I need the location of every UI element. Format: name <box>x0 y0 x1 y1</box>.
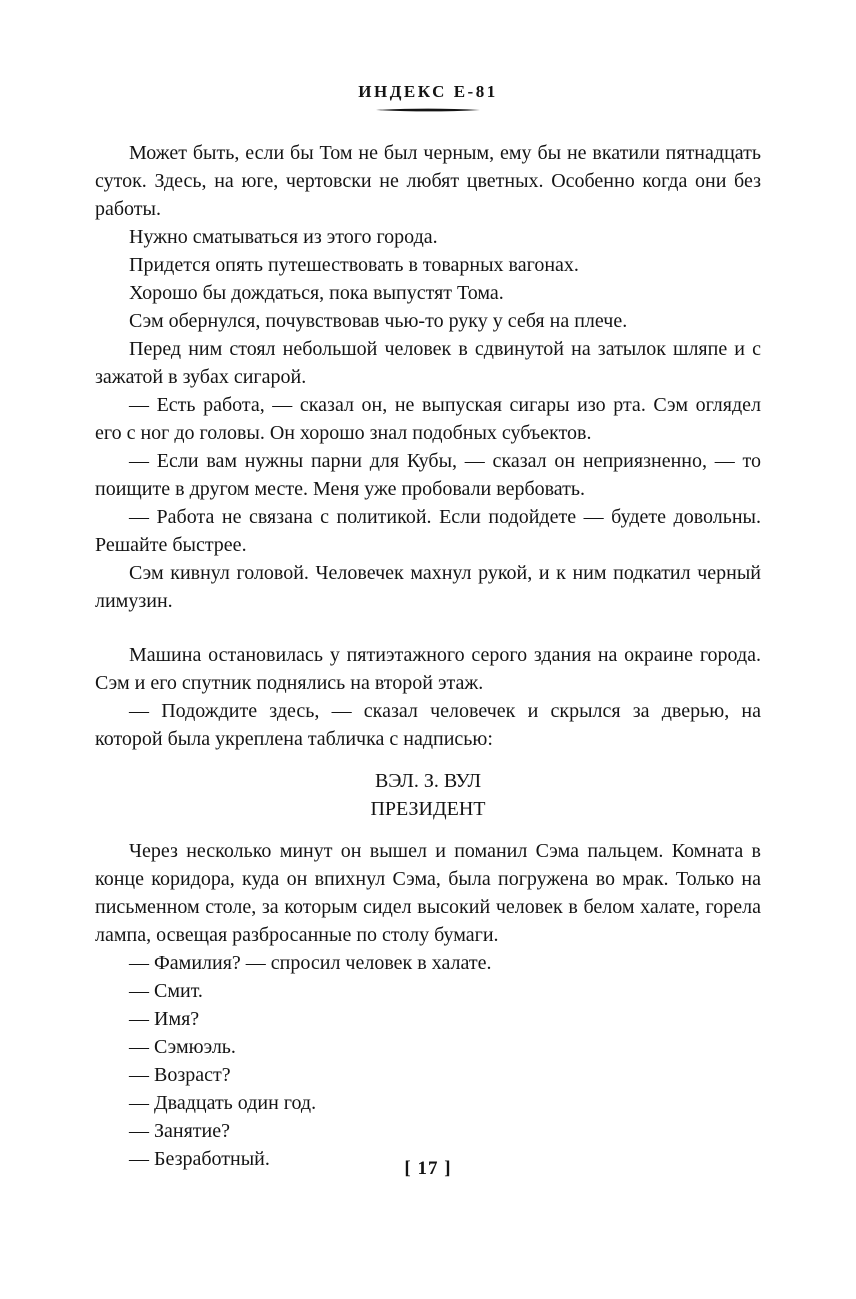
dialogue-paragraph: — Занятие? <box>129 1120 230 1142</box>
dialogue-paragraph: — Имя? <box>129 1008 200 1030</box>
dialogue-paragraph: — Фамилия? — спросил человек в халате. <box>129 952 492 974</box>
door-plate <box>95 767 761 823</box>
body-text <box>95 139 761 1173</box>
dialogue-paragraph: — Подождите здесь, — сказал человечек и скрылся за дверью, на которой была укреплена табличка с надписью: <box>95 700 761 750</box>
dialogue-paragraph: — Двадцать один год. <box>129 1092 317 1114</box>
paragraph: Сэм кивнул головой. Человечек махнул рукой, и к ним подкатил черный лимузин. <box>95 562 761 612</box>
paragraph: Придется опять путешествовать в товарных вагонах. <box>129 254 579 276</box>
paragraph: Сэм обернулся, почувствовав чью-то руку у себя на плече. <box>129 310 628 332</box>
running-head: ИНДЕКС Е-81 <box>358 82 498 101</box>
paragraph: Через несколько минут он вышел и поманил Сэма пальцем. Комната в конце коридора, куда он впихнул Сэма, была погружена во мрак. Только на письменном столе, за которым сидел высокий человек в белом халате, горела лампа, освещая разбросанные по столу бумаги. <box>95 840 761 946</box>
dialogue-paragraph: — Работа не связана с политикой. Если подойдете — будете довольны. Решайте быстрее. <box>95 506 761 556</box>
paragraph: Нужно сматываться из этого города. <box>129 226 438 248</box>
dialogue-paragraph: — Смит. <box>129 980 203 1002</box>
door-plate-name: ВЭЛ. З. ВУЛ <box>374 770 482 792</box>
dialogue-paragraph: — Если вам нужны парни для Кубы, — сказал он неприязненно, — то поищите в другом месте. Меня уже пробовали вербовать. <box>95 450 761 500</box>
page-number: [ 17 ] <box>404 1158 452 1179</box>
paragraph: Хорошо бы дождаться, пока выпустят Тома. <box>129 282 504 304</box>
dialogue-paragraph: — Безработный. <box>129 1148 270 1170</box>
header-rule-ornament <box>376 107 480 113</box>
dialogue-paragraph: — Есть работа, — сказал он, не выпуская сигары изо рта. Сэм оглядел его с ног до головы. Он хорошо знал подобных субъектов. <box>95 394 761 444</box>
dialogue-paragraph: — Возраст? <box>129 1064 231 1086</box>
paragraph: Может быть, если бы Том не был черным, ему бы не вкатили пятнадцать суток. Здесь, на юге, чертовски не любят цветных. Особенно когда они без работы. <box>95 142 761 220</box>
paragraph-section-start: Машина остановилась у пятиэтажного серого здания на окраине города. Сэм и его спутник поднялись на второй этаж. <box>95 644 761 694</box>
door-plate-title: ПРЕЗИДЕНТ <box>370 798 486 820</box>
paragraph: Перед ним стоял небольшой человек в сдвинутой на затылок шляпе и с зажатой в зубах сигарой. <box>95 338 761 388</box>
dialogue-paragraph: — Сэмюэль. <box>129 1036 236 1058</box>
